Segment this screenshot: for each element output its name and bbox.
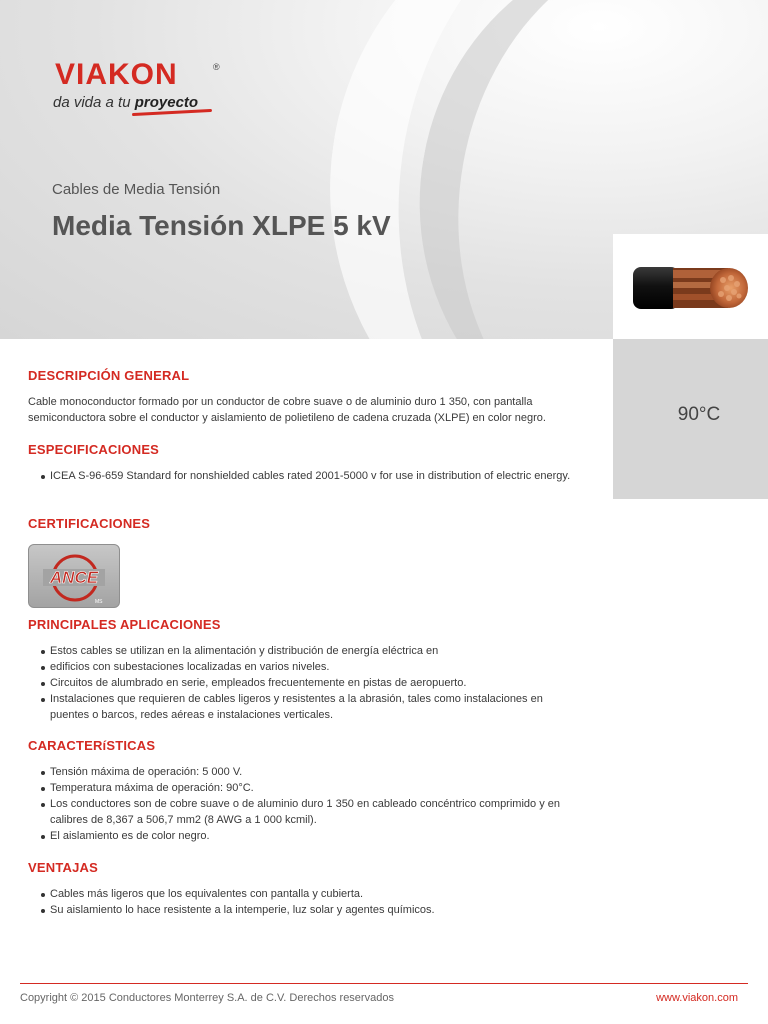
list-item: Instalaciones que requieren de cables ligeros y resistentes a la abrasión, tales como instalaciones en puentes o barcos, redes aéreas e instalaciones verticales. bbox=[28, 691, 573, 723]
website-link[interactable]: www.viakon.com bbox=[656, 992, 738, 1004]
section-heading-especificaciones: ESPECIFICACIONES bbox=[28, 442, 160, 457]
ance-certification-badge bbox=[28, 544, 120, 608]
ance-badge-sub: MS bbox=[95, 599, 103, 605]
list-item: Cables más ligeros que los equivalentes con pantalla y cubierta. bbox=[28, 886, 573, 902]
tagline-prefix: da vida a tu bbox=[53, 94, 135, 111]
descripcion-text: Cable monoconductor formado por un conductor de cobre suave o de aluminio duro 1 350, con pantalla semiconductora sobre el conductor y aislamiento de polietileno de cadena cruzada (XLPE) en color negro. bbox=[28, 396, 546, 424]
cable-cross-section-icon bbox=[613, 234, 768, 339]
viakon-logo[interactable] bbox=[53, 58, 220, 111]
list-item: Tensión máxima de operación: 5 000 V. bbox=[28, 764, 573, 780]
list-item: Su aislamiento lo hace resistente a la intemperie, luz solar y agentes químicos. bbox=[28, 902, 573, 918]
ance-logo-icon bbox=[29, 545, 119, 607]
page-title: Media Tensión XLPE 5 kV bbox=[52, 210, 391, 241]
logo-wordmark: VIAKON bbox=[55, 58, 178, 91]
list-item: edificios con subestaciones localizadas en varios niveles. bbox=[28, 659, 573, 675]
list-item: El aislamiento es de color negro. bbox=[28, 828, 573, 844]
footer-divider bbox=[20, 983, 748, 984]
list-item: Los conductores son de cobre suave o de aluminio duro 1 350 en cableado concéntrico comprimido y en calibres de 8,367 a 506,7 mm2 (8 AWG a 1 000 kcmil). bbox=[28, 796, 573, 828]
temperature-rating: 90°C bbox=[677, 404, 721, 425]
ance-badge-text: ANCE bbox=[49, 568, 99, 587]
section-heading-aplicaciones: PRINCIPALES APLICACIONES bbox=[28, 617, 221, 632]
caracteristicas-list bbox=[28, 764, 573, 844]
aplicaciones-list bbox=[28, 643, 573, 723]
especificaciones-list bbox=[28, 468, 573, 484]
logo-tagline bbox=[53, 94, 198, 111]
copyright-text: Copyright © 2015 Conductores Monterrey S.A. de C.V. Derechos reservados bbox=[20, 992, 394, 1004]
registered-mark: ® bbox=[213, 62, 220, 72]
tagline-emphasis: proyecto bbox=[134, 94, 199, 111]
section-heading-certificaciones: CERTIFICACIONES bbox=[28, 516, 151, 531]
section-heading-ventajas: VENTAJAS bbox=[28, 860, 98, 875]
list-item: Estos cables se utilizan en la alimentación y distribución de energía eléctrica en bbox=[28, 643, 573, 659]
list-item: Temperatura máxima de operación: 90°C. bbox=[28, 780, 573, 796]
page-subtitle: Cables de Media Tensión bbox=[52, 181, 221, 198]
section-heading-descripcion: DESCRIPCIÓN GENERAL bbox=[28, 368, 190, 383]
list-item: Circuitos de alumbrado en serie, empleados frecuentemente en pistas de aeropuerto. bbox=[28, 675, 573, 691]
ventajas-list bbox=[28, 886, 573, 918]
section-heading-caracteristicas: CARACTERíSTICAS bbox=[28, 738, 156, 753]
cable-photo bbox=[613, 234, 768, 339]
list-item: ICEA S-96-659 Standard for nonshielded cables rated 2001-5000 v for use in distribution of electric energy. bbox=[28, 468, 573, 484]
